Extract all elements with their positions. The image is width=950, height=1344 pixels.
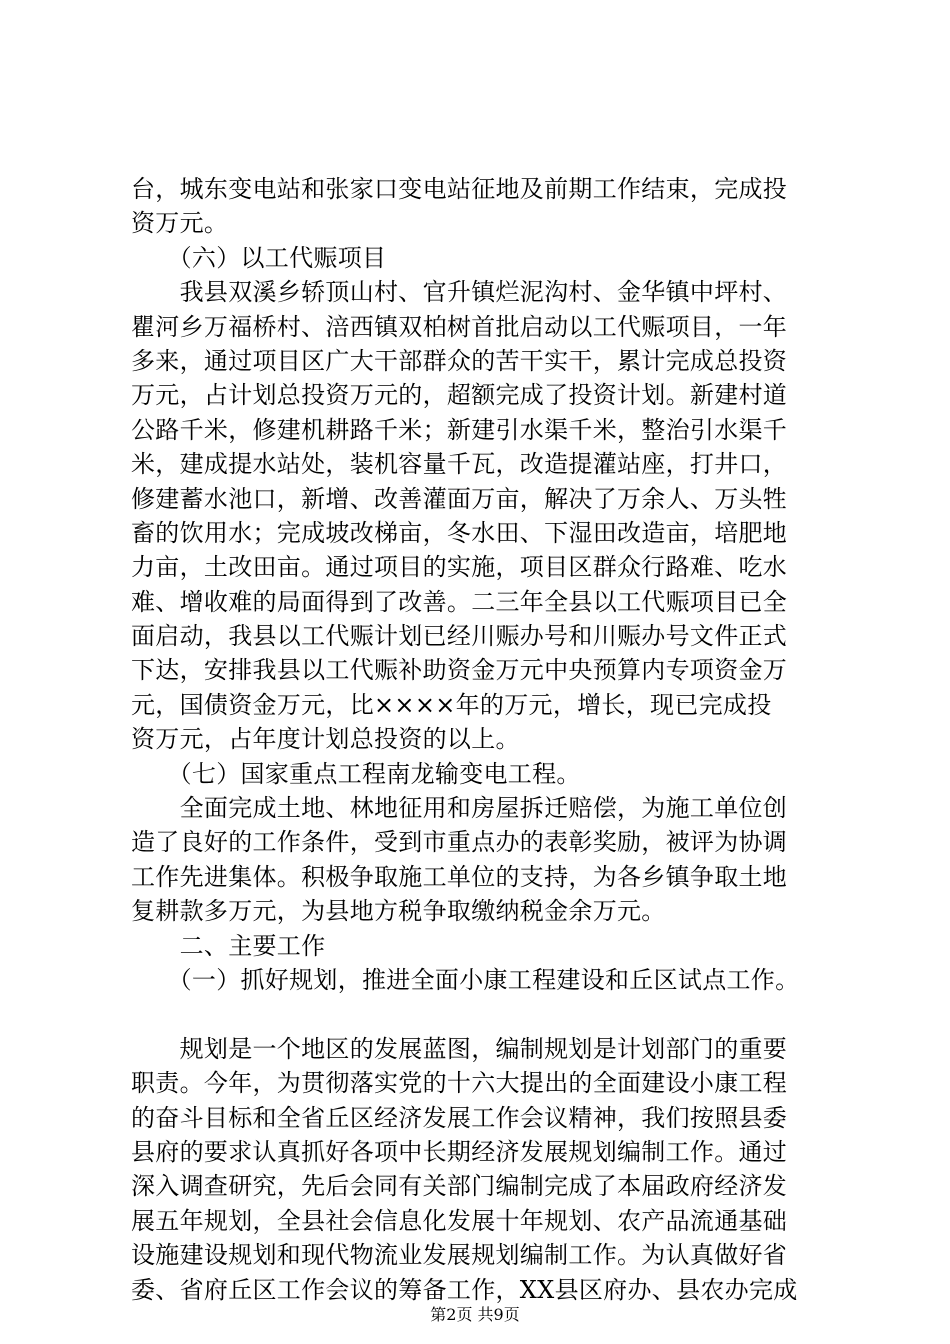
document-body <box>131 172 843 1307</box>
text-line: 台，城东变电站和张家口变电站征地及前期工作结束，完成投 <box>131 175 788 203</box>
text-line: 米，建成提水站处，装机容量千瓦，改造提灌站座，打井口， <box>131 450 788 479</box>
text-line: 元，国债资金万元，比××××年的万元，增长，现已完成投 <box>131 690 772 719</box>
text-line: （一）抓好规划，推进全面小康工程建设和丘区试点工作。 <box>131 965 800 994</box>
text-line: 造了良好的工作条件，受到市重点办的表彰奖励，被评为协调 <box>131 828 788 857</box>
text-line: 我县双溪乡轿顶山村、官升镇烂泥沟村、金华镇中坪村、 <box>131 278 788 307</box>
text-line: 力亩，土改田亩。通过项目的实施，项目区群众行路难、吃水 <box>131 553 788 582</box>
text-line: 展五年规划，全县社会信息化发展十年规划、农产品流通基础 <box>131 1206 788 1235</box>
text-line: 资万元。 <box>131 209 229 238</box>
text-line: 畜的饮用水；完成坡改梯亩，冬水田、下湿田改造亩，培肥地 <box>131 518 788 547</box>
text-line: 下达，安排我县以工代赈补助资金万元中央预算内专项资金万 <box>131 656 788 685</box>
text-line: 深入调查研究，先后会同有关部门编制完成了本届政府经济发 <box>131 1172 788 1201</box>
blank-line <box>131 997 843 1031</box>
text-line: 的奋斗目标和全省丘区经济发展工作会议精神，我们按照县委 <box>131 1103 788 1132</box>
text-line: 公路千米，修建机耕路千米；新建引水渠千米，整治引水渠千 <box>131 415 788 444</box>
page-footer: 第2页 共9页 <box>430 1305 520 1324</box>
text-line: 规划是一个地区的发展蓝图，编制规划是计划部门的重要 <box>131 1034 788 1063</box>
text-line: （七）国家重点工程南龙输变电工程。 <box>131 759 581 788</box>
text-line: 县府的要求认真抓好各项中长期经济发展规划编制工作。通过 <box>131 1137 788 1166</box>
text-line: 资万元，占年度计划总投资的以上。 <box>131 725 520 754</box>
text-line: （六）以工代赈项目 <box>131 243 387 272</box>
text-line: 复耕款多万元，为县地方税争取缴纳税金余万元。 <box>131 897 666 926</box>
text-line: 工作先进集体。积极争取施工单位的支持，为各乡镇争取土地 <box>131 862 788 891</box>
text-line: 设施建设规划和现代物流业发展规划编制工作。为认真做好省 <box>131 1241 788 1270</box>
text-line: 瞿河乡万福桥村、涪西镇双柏树首批启动以工代赈项目，一年 <box>131 312 788 341</box>
text-line: 二、主要工作 <box>131 931 326 960</box>
text-line: 职责。今年，为贯彻落实党的十六大提出的全面建设小康工程 <box>131 1069 788 1098</box>
text-line: 全面完成土地、林地征用和房屋拆迁赔偿，为施工单位创 <box>131 794 788 823</box>
text-line: 多来，通过项目区广大干部群众的苦干实干，累计完成总投资 <box>131 346 788 375</box>
text-line: 委、省府丘区工作会议的筹备工作，XX县区府办、县农办完成 <box>131 1275 798 1304</box>
text-line: 面启动，我县以工代赈计划已经川赈办号和川赈办号文件正式 <box>131 622 788 651</box>
text-line: 难、增收难的局面得到了改善。二三年全县以工代赈项目已全 <box>131 587 788 616</box>
text-line: 修建蓄水池口，新增、改善灌面万亩，解决了万余人、万头牲 <box>131 484 788 513</box>
text-line: 万元，占计划总投资万元的，超额完成了投资计划。新建村道 <box>131 381 788 410</box>
